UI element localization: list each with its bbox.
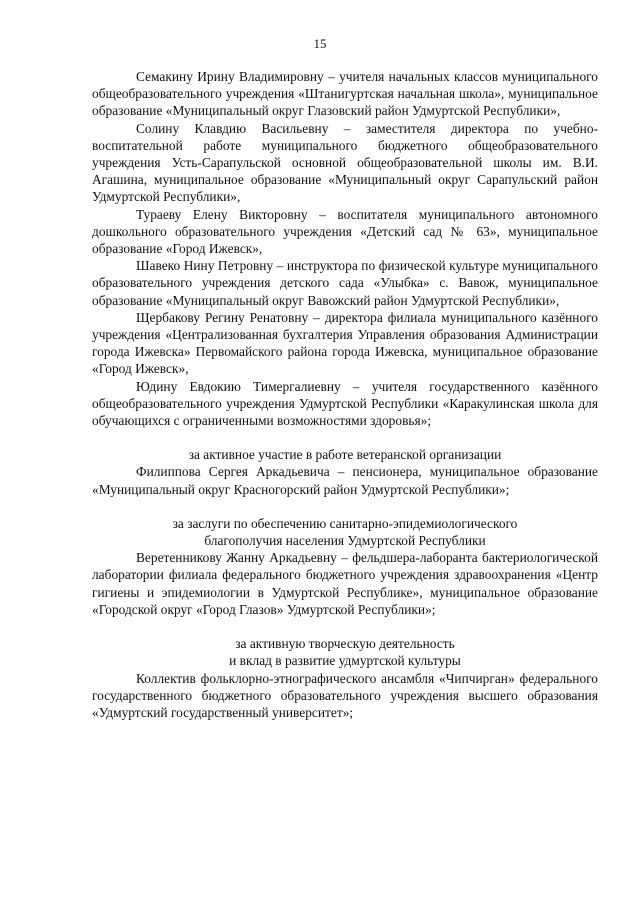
section-veteran-organization	[92, 446, 598, 498]
award-paragraph-yudina: Юдину Евдокию Тимергалиевну – учителя государственного казённого общеобразовательного учреждения Удмуртской Республики «Каракулинская школа для обучающихся с ограниченными возможностями здоровья»;	[92, 378, 598, 429]
award-paragraph-turaeva: Тураеву Елену Викторовну – воспитателя муниципального автономного дошкольного образовательного учреждения «Детский сад № 63», муниципальное образование «Город Ижевск»,	[92, 206, 598, 257]
section-heading-line-2: и вклад в развитие удмуртской культуры	[229, 653, 461, 669]
award-paragraph-solina: Солину Клавдию Васильевну – заместителя директора по учебно-воспитательной работе муниципального бюджетного общеобразовательного учреждения Усть-Сарапульской основной общеобразовательной школы им. В.И. Агашина, муниципальное образование «Муниципальный округ Сарапульский район Удмуртской Республики»,	[92, 120, 598, 205]
section-awardees	[92, 68, 598, 429]
award-paragraph-shaveko: Шавеко Нину Петровну – инструктора по физической культуре муниципального образовательного учреждения детского сада «Улыбка» с. Вавож, муниципальное образование «Муниципальный округ Вавожский район Удмуртской Республики»,	[92, 258, 598, 308]
award-paragraph-chipchirgan: Коллектив фольклорно-этнографического ансамбля «Чипчирган» федерального государственного бюджетного образовательного учреждения высшего образования «Удмуртский государственный университет»;	[92, 670, 598, 720]
section-gap	[92, 429, 598, 446]
section-sanitary-epidemiological	[92, 515, 598, 618]
section-creative-activity	[92, 635, 598, 721]
section-gap	[92, 498, 598, 515]
document-body	[92, 68, 598, 721]
page-number: 15	[313, 36, 327, 51]
section-heading-line-2: благополучия населения Удмуртской Республики	[204, 533, 486, 549]
award-paragraph-veretennikova: Веретенникову Жанну Аркадьевну – фельдшера-лаборанта бактериологической лаборатории филиала федерального бюджетного учреждения здравоохранения «Центр гигиены и эпидемиологии в Удмуртской Республике», муниципальное образование «Городской округ «Город Глазов» Удмуртской Республики»;	[92, 550, 598, 617]
section-heading: за активное участие в работе ветеранской организации	[188, 447, 502, 463]
award-paragraph-filippov: Филиппова Сергея Аркадьевича – пенсионера, муниципальное образование «Муниципальный округ Красногорский район Удмуртской Республики»;	[92, 464, 598, 497]
section-heading-line-1: за заслуги по обеспечению санитарно-эпидемиологического	[172, 515, 518, 531]
award-paragraph-shcherbakova: Щербакову Регину Ренатовну – директора филиала муниципального казённого учреждения «Централизованная бухгалтерия Управления образования Администрации города Ижевска» Первомайского района города Ижевска, муниципальное образование «Город Ижевск»,	[92, 309, 598, 377]
section-heading-line-1: за активную творческую деятельность	[235, 636, 455, 652]
award-paragraph-semakina: Семакину Ирину Владимировну – учителя начальных классов муниципального общеобразовательного учреждения «Штанигуртская начальная школа», муниципальное образование «Муниципальный округ Глазовский район Удмуртской Республики»,	[92, 69, 598, 119]
section-gap	[92, 618, 598, 635]
